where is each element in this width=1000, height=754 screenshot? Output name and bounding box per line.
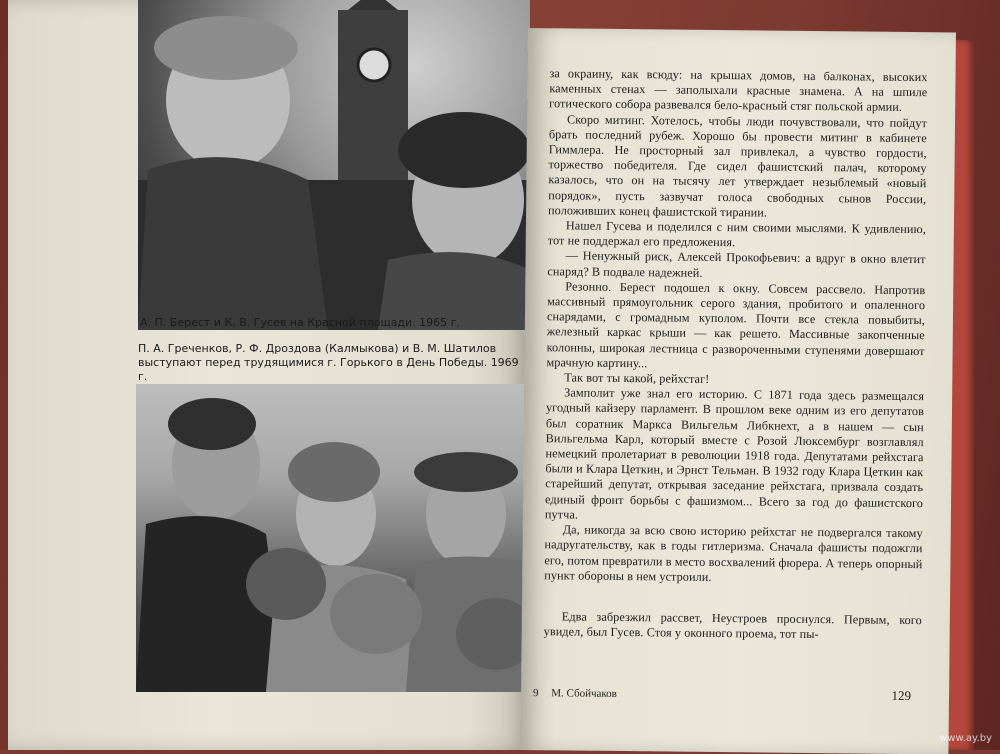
paragraph: Нашел Гусева и поделился с ним своими мыслями. К удивлению, тот не поддержал его предложения. bbox=[547, 218, 926, 250]
paragraph: Резонно. Берест подошел к окну. Совсем рассвело. Напротив массивный прямоугольник серого здания, пробитого и опаленного снарядами, с громадным куполом. Почти все стекла повыбиты, железный каркас крыши — как решето. Массивные закопченные колонны, широкая лестница с развороченными ступенями довершают мрачную картину... bbox=[546, 279, 926, 371]
author-name: М. Сбойчаков bbox=[551, 687, 617, 700]
watermark: www.ay.by bbox=[939, 733, 992, 744]
paragraph: Замполит уже знал его историю. С 1871 года здесь размещался угодный кайзеру парламент. В прошлом веке одним из его депутатов был соратник Маркса Вильгельм Либкнехт, а в нашем — сын Вильгельма Карл, который вместе с Розой Люксембург возглавлял немецкий пролетариат в революции 1918 года. Депутатами рейхстага были и Клара Цеткин, и Эрнст Тельман. В 1932 году Клара Цеткин как старейший депутат, открывая заседание рейхстага, призвала создать единый фронт борьбы с фашизмом... Всего за год до фашистского путча. bbox=[544, 385, 925, 522]
paragraph: — Ненужный риск, Алексей Прокофьевич: а вдруг в окно влетит снаряд? В подвале надежней. bbox=[547, 248, 926, 280]
photo-victory-day-image bbox=[136, 384, 528, 692]
body-text bbox=[544, 66, 928, 643]
paragraph: Так вот ты какой, рейхстаг! bbox=[564, 370, 710, 386]
open-book bbox=[8, 0, 970, 750]
page-number: 129 bbox=[891, 687, 912, 704]
right-page bbox=[520, 28, 956, 754]
caption-top: А. П. Берест и К. В. Гусев на Красной площади. 1965 г. bbox=[140, 316, 460, 329]
paragraph: Скоро митинг. Хотелось, чтобы люди почувствовали, что пойдут брать последний рубеж. Хорошо бы провести митинг в кабинете Гиммлера. Не просторный зал привлекал, а чувство гордости, торжество победителя. Где сидел фашистский палач, которому казалось, что он на тысячу лет утверждает незыблемый «новый порядок», пусть зазвучат голоса свободных сынов России, положивших конец фашистской тирании. bbox=[548, 112, 928, 220]
photo-red-square-image bbox=[138, 0, 530, 330]
footer-left bbox=[533, 687, 627, 700]
paragraph: Да, никогда за всю свою историю рейхстаг не подвергался такому надругательству, как в годы гитлеризма. Сначала фашисты подожгли его, потом превратили в место восхвалений фюрера. А теперь опорный пункт обороны в нем устроили. bbox=[544, 522, 923, 584]
caption-bottom: П. А. Греченков, Р. Ф. Дроздова (Калмыкова) и В. М. Шатилов выступают перед трудящимися г. Горького в День Победы. 1969 г. bbox=[138, 342, 519, 383]
paragraph: Едва забрезжил рассвет, Неустроев проснулся. Первым, кого увидел, был Гусев. Стоя у оконного проема, тот пы- bbox=[543, 609, 922, 642]
photo-victory-day bbox=[136, 384, 528, 692]
photo-red-square bbox=[138, 0, 530, 330]
left-page bbox=[8, 0, 528, 750]
paragraph: за окраину, как всюду: на крышах домов, на балконах, высоких каменных стенах — заполыхали красные знамена. А на шпиле готического собора развевался бело-красный стяг польской армии. bbox=[549, 66, 928, 115]
page-footer bbox=[533, 684, 911, 704]
signature-mark: 9 bbox=[532, 687, 539, 700]
